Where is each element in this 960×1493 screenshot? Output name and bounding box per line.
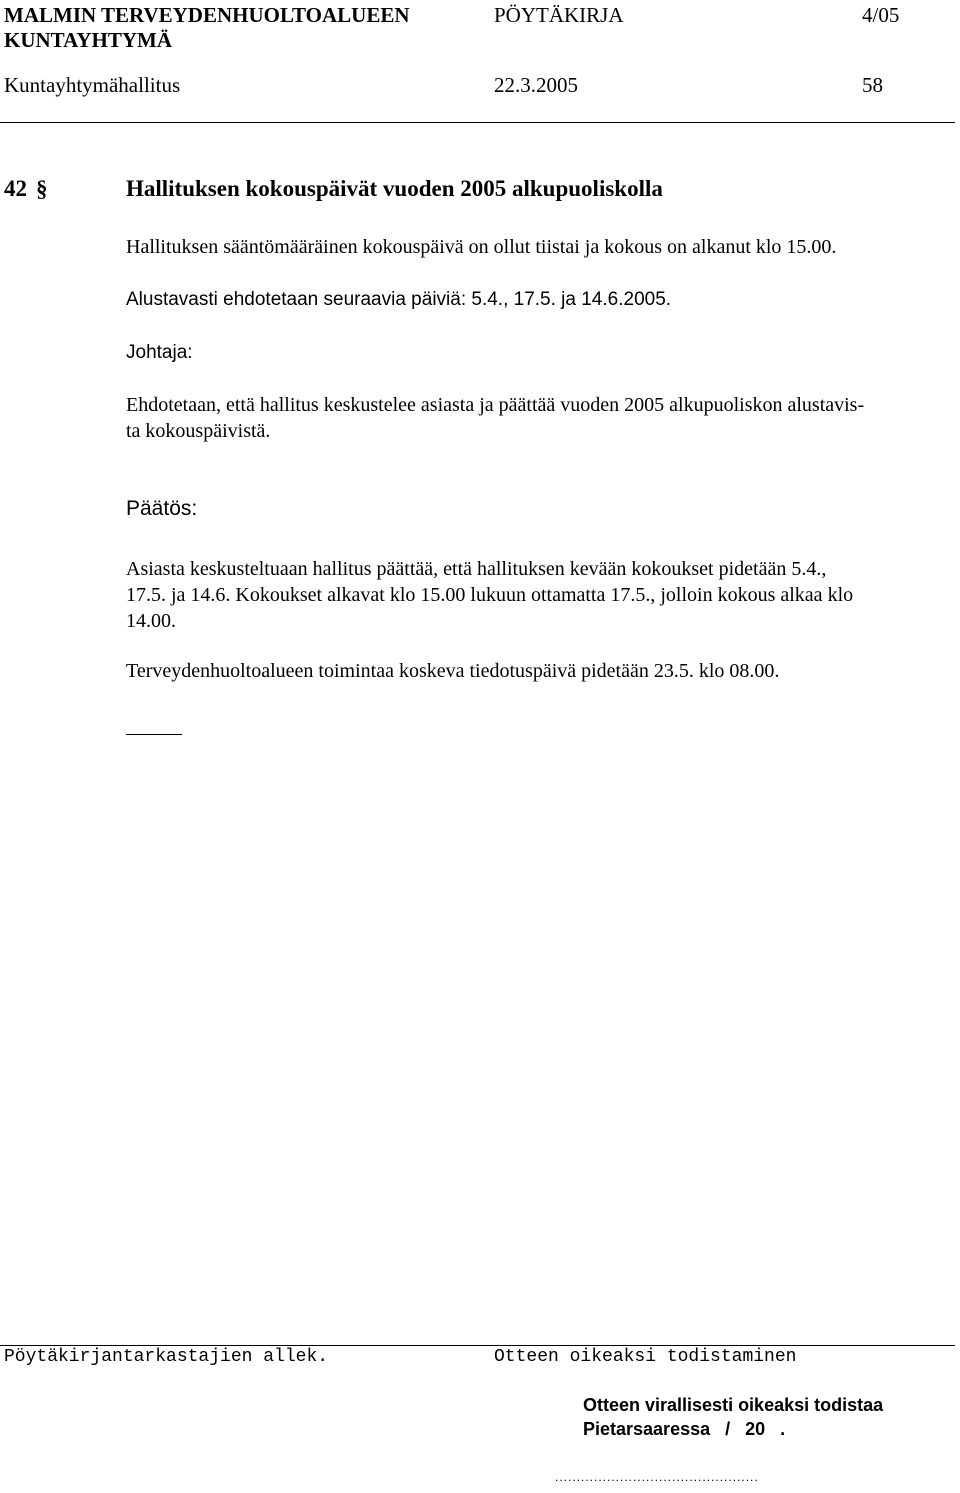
footer-divider — [0, 1345, 955, 1346]
intro-line-2: Alustavasti ehdotetaan seuraavia päiviä: 5.4., 17.5. ja 14.6.2005. — [126, 289, 672, 310]
intro-line-1: Hallituksen sääntömääräinen kokouspäivä on ollut tiistai ja kokous on alkanut klo 15.00. — [126, 236, 837, 258]
decision-line-3: 14.00. — [126, 610, 176, 632]
certify-text: Otteen virallisesti oikeaksi todistaa — [583, 1395, 884, 1415]
section-number: 42 — [4, 176, 27, 201]
place-date-line: Pietarsaaressa / 20 . — [583, 1419, 786, 1439]
end-rule — [126, 734, 182, 735]
proposal-line-2: ta kokouspäivistä. — [126, 420, 271, 442]
decision-line-4: Terveydenhuoltoalueen toimintaa koskeva tiedotuspäivä pidetään 23.5. klo 08.00. — [126, 660, 780, 682]
signers-label: Pöytäkirjantarkastajien allek. — [4, 1347, 329, 1367]
org-name-line1: MALMIN TERVEYDENHUOLTOALUEEN — [4, 3, 410, 27]
org-name-line2: KUNTAYHTYMÄ — [4, 28, 173, 52]
body-name: Kuntayhtymähallitus — [4, 73, 181, 97]
proposal-heading: Johtaja: — [126, 342, 193, 363]
certify-label: Otteen oikeaksi todistaminen — [494, 1347, 797, 1367]
signature-line: ............................................... — [555, 1470, 759, 1484]
section-symbol: § — [36, 176, 48, 201]
page-number: 58 — [862, 73, 883, 97]
header-divider — [0, 122, 955, 123]
doc-number: 4/05 — [862, 3, 900, 27]
decision-heading: Päätös: — [126, 497, 198, 520]
decision-line-1: Asiasta keskusteltuaan hallitus päättää, että hallituksen kevään kokoukset pidetään 5.4., — [126, 558, 827, 580]
section-title: Hallituksen kokouspäivät vuoden 2005 alkupuoliskolla — [126, 176, 663, 201]
doc-type: PÖYTÄKIRJA — [494, 3, 624, 27]
decision-line-2: 17.5. ja 14.6. Kokoukset alkavat klo 15.00 lukuun ottamatta 17.5., jolloin kokous alkaa klo — [126, 584, 854, 606]
meeting-date: 22.3.2005 — [494, 73, 578, 97]
proposal-line-1: Ehdotetaan, että hallitus keskustelee asiasta ja päättää vuoden 2005 alkupuoliskon alustavis- — [126, 394, 865, 416]
